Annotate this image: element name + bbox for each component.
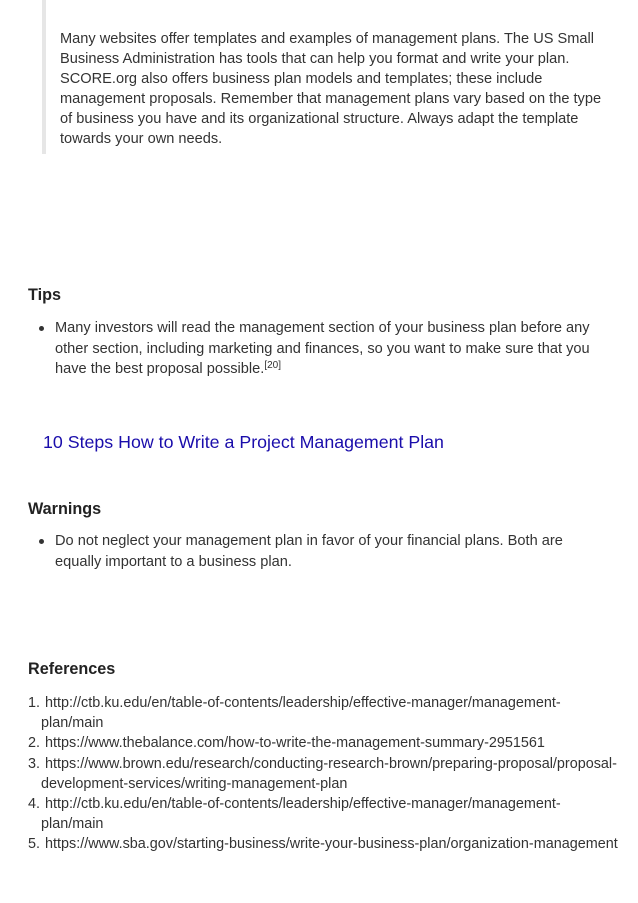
references-list (28, 693, 618, 855)
tips-heading: Tips (28, 286, 61, 304)
reference-item (28, 693, 618, 733)
tips-list-item (28, 318, 608, 380)
reference-number: 2. (28, 735, 41, 752)
reference-url[interactable]: https://www.brown.edu/research/conducting-research-brown/preparing-proposal/proposal-development-services/writing-management-plan (41, 755, 617, 792)
reference-url[interactable]: https://www.thebalance.com/how-to-write-the-management-summary-2951561 (45, 735, 545, 752)
reference-item (28, 754, 618, 794)
reference-number: 3. (28, 755, 41, 772)
warnings-list (28, 531, 608, 572)
reference-number: 1. (28, 695, 41, 711)
references-heading: References (28, 660, 116, 678)
tip-text: Many investors will read the management section of your business plan before any other section, including marketing and finances, so you want to make sure that you have the best proposal possible. (55, 320, 590, 377)
reference-item (28, 834, 618, 854)
warning-text: Do not neglect your management plan in favor of your financial plans. Both are equally important to a business plan. (55, 533, 563, 570)
warnings-heading: Warnings (28, 500, 102, 518)
tips-list (28, 318, 608, 380)
reference-url[interactable]: http://ctb.ku.edu/en/table-of-contents/leadership/effective-manager/management-plan/main (41, 695, 561, 732)
warnings-list-item (28, 531, 608, 572)
reference-item (28, 733, 618, 753)
reference-number: 4. (28, 796, 41, 813)
reference-item (28, 794, 618, 834)
reference-url[interactable]: http://ctb.ku.edu/en/table-of-contents/leadership/effective-manager/management-plan/main (41, 796, 561, 833)
related-article-link[interactable]: 10 Steps How to Write a Project Management Plan (43, 432, 444, 452)
blockquote-text: Many websites offer templates and examples of management plans. The US Small Business Administration has tools that can help you format and write your plan. SCORE.org also offers business plan models and templates; these include management proposals. Remember that management plans vary based on the type of business you have and its organizational structure. Always adapt the template towards your own needs. (60, 31, 602, 148)
reference-url[interactable]: https://www.sba.gov/starting-business/write-your-business-plan/organization-management (45, 836, 618, 853)
blockquote-bar (42, 0, 46, 154)
citation-link[interactable]: [20] (264, 360, 282, 371)
reference-number: 5. (28, 836, 41, 853)
